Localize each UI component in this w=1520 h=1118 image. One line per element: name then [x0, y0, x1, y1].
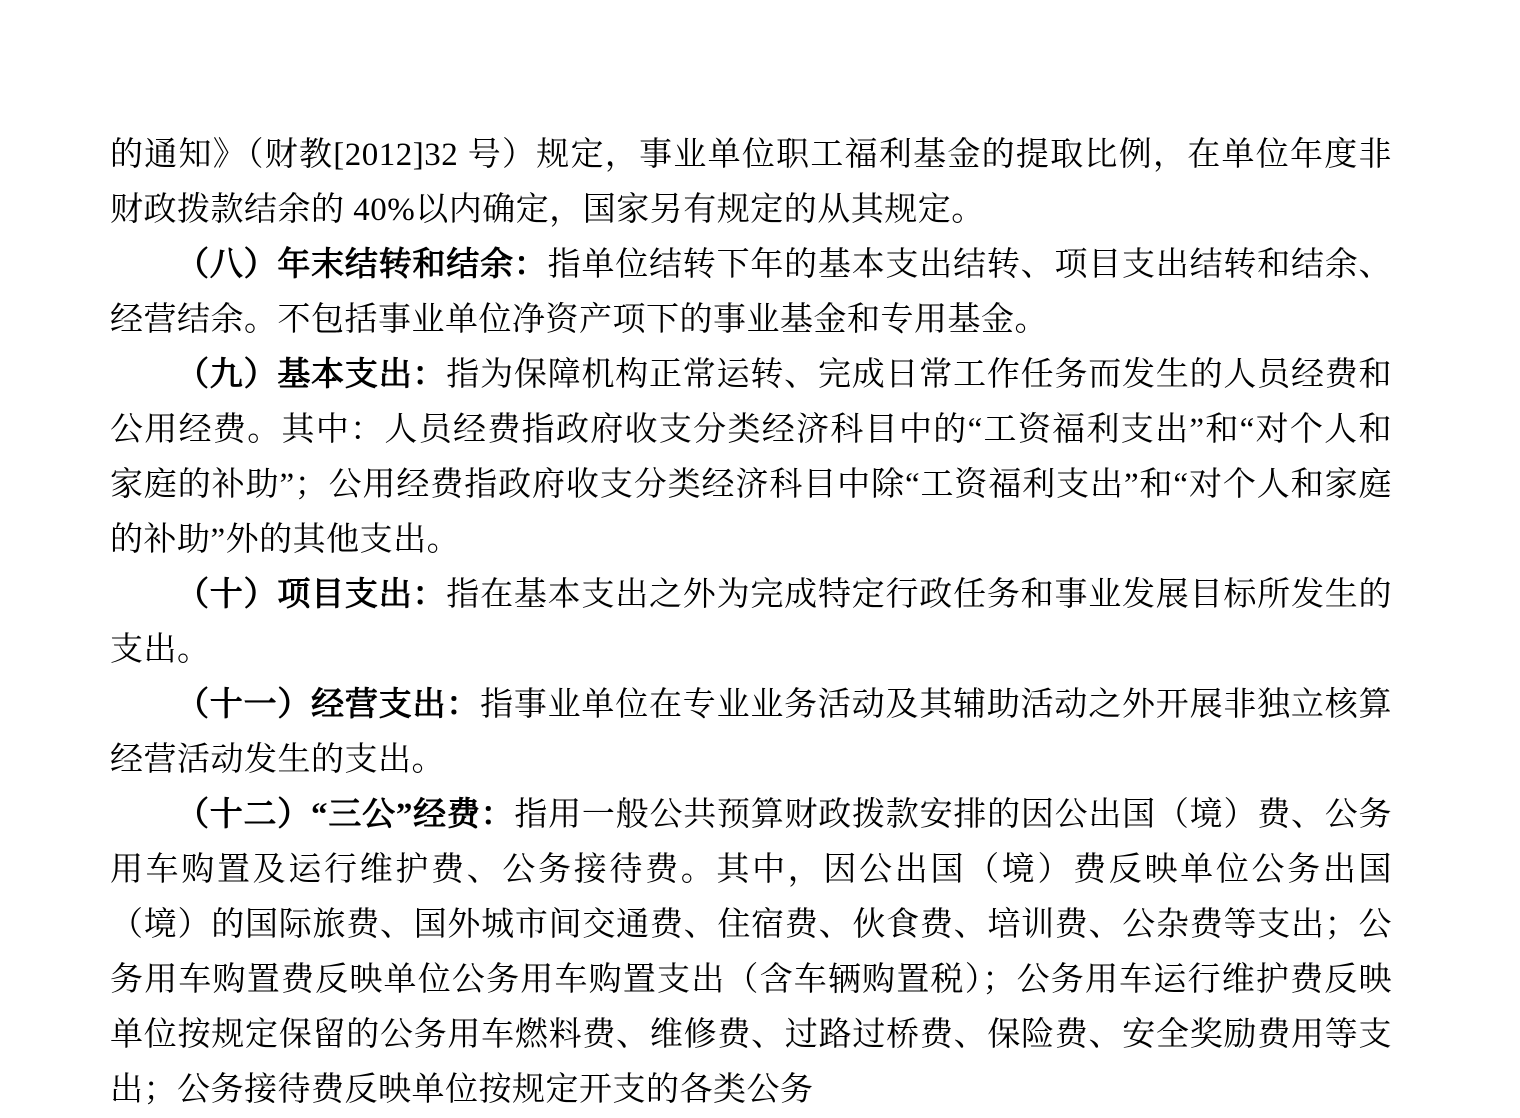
term-label: （十）项目支出： [176, 577, 447, 613]
paragraph-text: 指用一般公共预算财政拨款安排的因公出国（境）费、公务用车购置及运行维护费、公务接待费。其中，因公出国（境）费反映单位公务出国（境）的国际旅费、国外城市间交通费、住宿费、伙食费、培训费、公杂费等支出；公务用车购置费反映单位公务用车购置支出（含车辆购置税）；公务用车运行维护费反映单位按规定保留的公务用车燃料费、维修费、过路过桥费、保险费、安全奖励费用等支出；公务接待费反映单位按规定开支的各类公务 [110, 797, 1393, 1108]
term-label: （九）基本支出： [176, 357, 447, 393]
paragraph [110, 238, 1392, 348]
paragraph [110, 568, 1392, 678]
paragraph [110, 678, 1392, 788]
paragraph-text: 的通知》（财教[2012]32 号）规定，事业单位职工福利基金的提取比例，在单位年度非财政拨款结余的 40%以内确定，国家另有规定的从其规定。 [110, 137, 1392, 228]
term-label: （十二）“三公”经费： [176, 797, 515, 833]
paragraph-text: 指单位结转下年的基本支出结转、项目支出结转和结余、经营结余。不包括事业单位净资产项下的事业基金和专用基金。 [110, 247, 1393, 338]
paragraph-text: 指为保障机构正常运转、完成日常工作任务而发生的人员经费和公用经费。其中：人员经费指政府收支分类经济科目中的“工资福利支出”和“对个人和家庭的补助”；公用经费指政府收支分类经济科目中除“工资福利支出”和“对个人和家庭的补助”外的其他支出。 [110, 357, 1393, 558]
term-label: （十一）经营支出： [176, 687, 481, 723]
paragraph [110, 128, 1392, 238]
paragraph-text: 指事业单位在专业业务活动及其辅助活动之外开展非独立核算经营活动发生的支出。 [110, 687, 1393, 778]
paragraph-text: 指在基本支出之外为完成特定行政任务和事业发展目标所发生的支出。 [110, 577, 1393, 668]
term-label: （八）年末结转和结余： [176, 247, 548, 283]
document-body [110, 128, 1392, 1118]
paragraph [110, 788, 1392, 1118]
paragraph [110, 348, 1392, 568]
